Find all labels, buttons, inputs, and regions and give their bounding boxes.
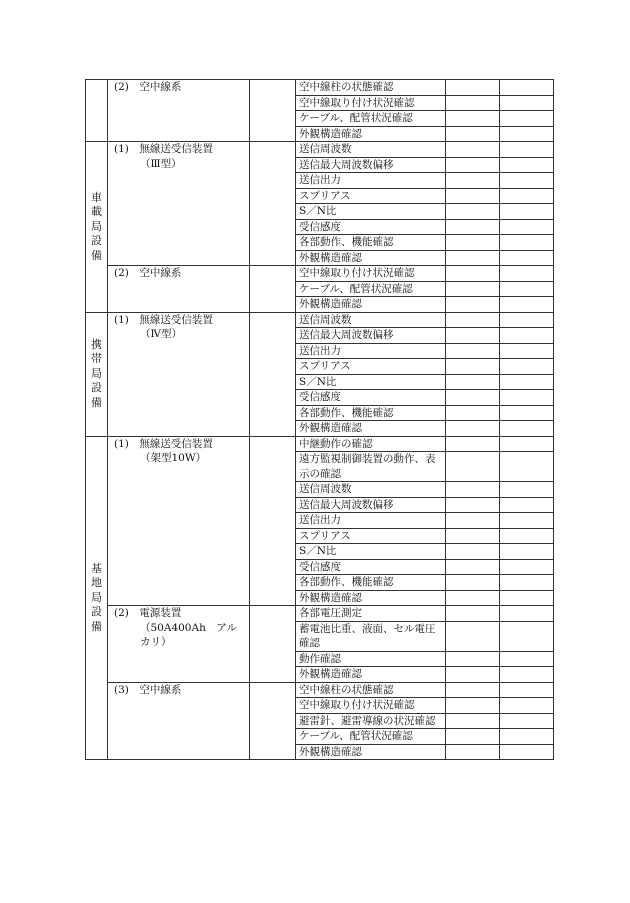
check-item: S／N比: [296, 204, 446, 220]
table-row: [86, 436, 554, 452]
equipment-name: (2) 空中線系: [114, 267, 182, 279]
check-item: 送信周波数: [296, 142, 446, 158]
result-cell[interactable]: [446, 266, 500, 282]
equipment-label: [108, 80, 250, 142]
result-cell[interactable]: [446, 235, 500, 251]
result-cell[interactable]: [446, 682, 500, 698]
remarks-cell[interactable]: [500, 359, 554, 375]
result-cell[interactable]: [446, 157, 500, 173]
section-title: 携 帯 局 設 備: [86, 312, 108, 436]
check-item: スプリアス: [296, 359, 446, 375]
blank-column: [250, 80, 296, 142]
check-item: S／N比: [296, 374, 446, 390]
equipment-type: （架型10W）: [140, 452, 207, 464]
check-item: 各部電圧測定: [296, 606, 446, 622]
equipment-type: （50A400Ah アルカリ）: [140, 621, 237, 648]
result-cell[interactable]: [446, 95, 500, 111]
remarks-cell[interactable]: [500, 111, 554, 127]
check-item: 避雷針、避雷導線の状況確認: [296, 713, 446, 729]
blank-column: [250, 142, 296, 266]
remarks-cell[interactable]: [500, 590, 554, 606]
result-cell[interactable]: [446, 713, 500, 729]
result-cell[interactable]: [446, 390, 500, 406]
check-item: 外観構造確認: [296, 126, 446, 142]
remarks-cell[interactable]: [500, 173, 554, 189]
remarks-cell[interactable]: [500, 559, 554, 575]
remarks-cell[interactable]: [500, 482, 554, 498]
check-item: 各部動作、機能確認: [296, 235, 446, 251]
table-row: [86, 312, 554, 328]
remarks-cell[interactable]: [500, 250, 554, 266]
result-cell[interactable]: [446, 544, 500, 560]
check-item: スプリアス: [296, 188, 446, 204]
table-row: [86, 266, 554, 282]
equipment-label: [108, 266, 250, 313]
remarks-cell[interactable]: [500, 281, 554, 297]
result-cell[interactable]: [446, 250, 500, 266]
remarks-cell[interactable]: [500, 621, 554, 651]
result-cell[interactable]: [446, 328, 500, 344]
inspection-table: [85, 79, 553, 760]
remarks-cell[interactable]: [500, 312, 554, 328]
equipment-label: [108, 606, 250, 683]
result-cell[interactable]: [446, 312, 500, 328]
equipment-name: (3) 空中線系: [114, 683, 182, 696]
remarks-cell[interactable]: [500, 157, 554, 173]
check-item: 送信出力: [296, 343, 446, 359]
check-item: 動作確認: [296, 651, 446, 667]
check-item: 送信出力: [296, 513, 446, 529]
check-item: 空中線柱の状態確認: [296, 682, 446, 698]
remarks-cell[interactable]: [500, 497, 554, 513]
inspection-items-table: [85, 79, 554, 760]
remarks-cell[interactable]: [500, 713, 554, 729]
blank-column: [250, 436, 296, 606]
result-cell[interactable]: [446, 188, 500, 204]
check-item: 空中線取り付け状況確認: [296, 266, 446, 282]
remarks-cell[interactable]: [500, 188, 554, 204]
remarks-cell[interactable]: [500, 328, 554, 344]
check-item: 受信感度: [296, 559, 446, 575]
remarks-cell[interactable]: [500, 698, 554, 714]
remarks-cell[interactable]: [500, 390, 554, 406]
result-cell[interactable]: [446, 575, 500, 591]
result-cell[interactable]: [446, 436, 500, 452]
check-item: 送信最大周波数偏移: [296, 328, 446, 344]
remarks-cell[interactable]: [500, 142, 554, 158]
result-cell[interactable]: [446, 359, 500, 375]
remarks-cell[interactable]: [500, 513, 554, 529]
remarks-cell[interactable]: [500, 606, 554, 622]
check-item: 受信感度: [296, 219, 446, 235]
check-item: 送信周波数: [296, 482, 446, 498]
section-title: [86, 80, 108, 142]
table-row: [86, 142, 554, 158]
table-row: [86, 80, 554, 96]
equipment-name: (1) 無線送受信装置: [114, 313, 213, 326]
section-title: 車 載 局 設 備: [86, 142, 108, 313]
equipment-name: (2) 電源装置: [114, 607, 182, 619]
result-cell[interactable]: [446, 126, 500, 142]
remarks-cell[interactable]: [500, 95, 554, 111]
check-item: 外観構造確認: [296, 744, 446, 760]
blank-column: [250, 266, 296, 313]
remarks-cell[interactable]: [500, 452, 554, 482]
section-title: 基 地 局 設 備: [86, 436, 108, 760]
result-cell[interactable]: [446, 744, 500, 760]
check-item: 空中線取り付け状況確認: [296, 95, 446, 111]
check-item: 送信出力: [296, 173, 446, 189]
remarks-cell[interactable]: [500, 421, 554, 437]
check-item: 空中線柱の状態確認: [296, 80, 446, 96]
check-item: 各部動作、機能確認: [296, 575, 446, 591]
equipment-label: [108, 436, 250, 606]
result-cell[interactable]: [446, 173, 500, 189]
result-cell[interactable]: [446, 421, 500, 437]
blank-column: [250, 682, 296, 760]
equipment-name: (1) 無線送受信装置: [114, 143, 213, 155]
check-item: S／N比: [296, 544, 446, 560]
remarks-cell[interactable]: [500, 343, 554, 359]
check-item: 送信周波数: [296, 312, 446, 328]
check-item: ケーブル、配管状況確認: [296, 111, 446, 127]
check-item: 中継動作の確認: [296, 436, 446, 452]
check-item: 外観構造確認: [296, 250, 446, 266]
check-item: 遠方監視制御装置の動作、表示の確認: [296, 452, 446, 482]
result-cell[interactable]: [446, 667, 500, 683]
check-item: 各部動作、機能確認: [296, 405, 446, 421]
remarks-cell[interactable]: [500, 235, 554, 251]
result-cell[interactable]: [446, 482, 500, 498]
remarks-cell[interactable]: [500, 682, 554, 698]
check-item: 外観構造確認: [296, 297, 446, 313]
check-item: 空中線取り付け状況確認: [296, 698, 446, 714]
result-cell[interactable]: [446, 405, 500, 421]
table-row: [86, 606, 554, 622]
result-cell[interactable]: [446, 513, 500, 529]
remarks-cell[interactable]: [500, 405, 554, 421]
table-row: [86, 682, 554, 698]
check-item: 外観構造確認: [296, 421, 446, 437]
result-cell[interactable]: [446, 590, 500, 606]
result-cell[interactable]: [446, 452, 500, 482]
result-cell[interactable]: [446, 80, 500, 96]
blank-column: [250, 312, 296, 436]
result-cell[interactable]: [446, 559, 500, 575]
remarks-cell[interactable]: [500, 204, 554, 220]
remarks-cell[interactable]: [500, 126, 554, 142]
remarks-cell[interactable]: [500, 575, 554, 591]
remarks-cell[interactable]: [500, 528, 554, 544]
check-item: ケーブル、配管状況確認: [296, 729, 446, 745]
result-cell[interactable]: [446, 528, 500, 544]
result-cell[interactable]: [446, 497, 500, 513]
equipment-name: (2) 空中線系: [114, 81, 182, 93]
check-item: 外観構造確認: [296, 667, 446, 683]
equipment-label: [108, 682, 250, 760]
check-item: ケーブル、配管状況確認: [296, 281, 446, 297]
remarks-cell[interactable]: [500, 651, 554, 667]
result-cell[interactable]: [446, 698, 500, 714]
result-cell[interactable]: [446, 729, 500, 745]
remarks-cell[interactable]: [500, 544, 554, 560]
remarks-cell[interactable]: [500, 744, 554, 760]
check-item: 送信最大周波数偏移: [296, 497, 446, 513]
equipment-label: [108, 142, 250, 266]
result-cell[interactable]: [446, 204, 500, 220]
result-cell[interactable]: [446, 219, 500, 235]
result-cell[interactable]: [446, 651, 500, 667]
check-item: 送信最大周波数偏移: [296, 157, 446, 173]
equipment-type: （Ⅳ型）: [140, 328, 182, 340]
check-item: 蓄電池比重、液面、セル電圧確認: [296, 621, 446, 651]
check-item: 外観構造確認: [296, 590, 446, 606]
result-cell[interactable]: [446, 297, 500, 313]
result-cell[interactable]: [446, 374, 500, 390]
result-cell[interactable]: [446, 111, 500, 127]
remarks-cell[interactable]: [500, 374, 554, 390]
equipment-label: [108, 312, 250, 436]
remarks-cell[interactable]: [500, 436, 554, 452]
result-cell[interactable]: [446, 606, 500, 622]
remarks-cell[interactable]: [500, 729, 554, 745]
remarks-cell[interactable]: [500, 219, 554, 235]
remarks-cell[interactable]: [500, 667, 554, 683]
result-cell[interactable]: [446, 343, 500, 359]
check-item: 受信感度: [296, 390, 446, 406]
equipment-type: （Ⅲ型）: [140, 157, 182, 170]
equipment-name: (1) 無線送受信装置: [114, 437, 213, 450]
result-cell[interactable]: [446, 142, 500, 158]
result-cell[interactable]: [446, 281, 500, 297]
remarks-cell[interactable]: [500, 297, 554, 313]
result-cell[interactable]: [446, 621, 500, 651]
remarks-cell[interactable]: [500, 80, 554, 96]
check-item: スプリアス: [296, 528, 446, 544]
blank-column: [250, 606, 296, 683]
remarks-cell[interactable]: [500, 266, 554, 282]
